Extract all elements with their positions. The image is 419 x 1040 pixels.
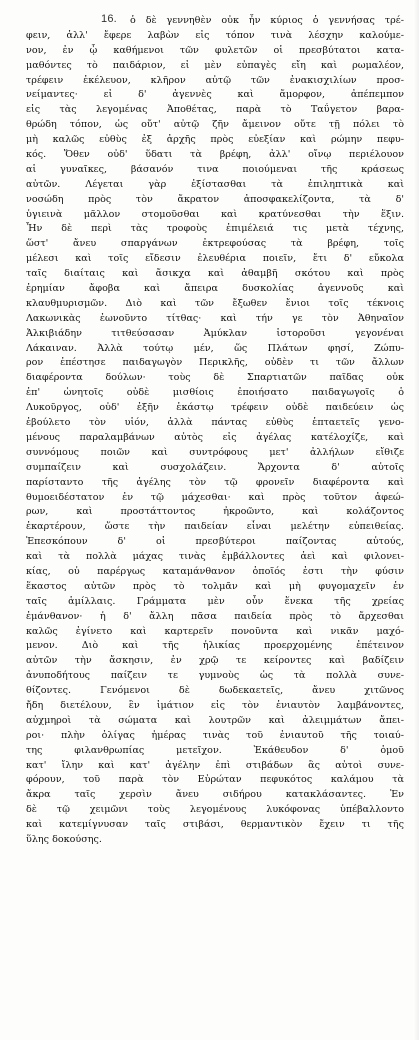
text-line: θυμοειδέστατον ἐν τῷ μάχεσθαι· καὶ πρὸς τοῦτον ἀφεώ- <box>26 491 404 503</box>
text-line: ρων, καὶ προστάττοντος ἠκροῶντο, καὶ κολάζοντος <box>26 506 404 518</box>
text-line: ἐμάνθανον· ἡ δ' ἄλλη πᾶσα παιδεία πρὸς τὸ ἄρχεσθαι <box>26 610 404 622</box>
text-line: ταῖς διαίταις καὶ ἄσικχα καὶ ἀθαμβῆ σκότου καὶ πρὸς <box>26 268 404 280</box>
text-line: συμπαίζειν καὶ συσχολάζειν. Ἄρχοντα δ' αὑτοῖς <box>26 461 404 473</box>
text-line: ρον ἐπέστησε παιδαγωγὸν Περικλῆς, οὐδὲν τι τῶν ἄλλων <box>26 357 404 369</box>
text-line: διαφέροντα δούλων· τοὺς δὲ Σπαρτιατῶν παῖδας οὐκ <box>26 372 404 384</box>
text-line: ἐβούλετο τὸν υἱόν, ἀλλὰ πάντας εὐθὺς ἑπταετεῖς γενο- <box>26 417 404 429</box>
text-line: ἐκαρτέρουν, ὥστε τὴν παιδείαν εἶναι μελέτην εὐπειθείας. <box>26 521 404 533</box>
text-line: μέλεσι καὶ τοῖς εἴδεσιν ἐλευθέρια ποιεῖν, ἔτι δ' εὔκολα <box>26 253 404 265</box>
text-line: Ἐπεσκόπουν δ' οἱ πρεσβύτεροι παίζοντας αὐτούς, <box>26 536 404 548</box>
text-line: ὁ δὲ γεννηθὲν οὐκ ἦν κύριος ὁ γεννήσας τρέ- <box>130 15 404 26</box>
text-line: εἰς τὰς λεγομένας Ἀποθέτας, παρὰ τὸ Ταΰγετον βαρα- <box>26 104 404 116</box>
text-line: ὑγιεινὰ μᾶλλον στομοῦσθαι καὶ κρατύνεσθαι τὴν ἕξιν. <box>26 208 404 220</box>
text-line: νείμαντες· εἰ δ' ἀγεννὲς καὶ ἄμορφον, ἀπέπεμπον <box>26 89 404 101</box>
text-line: κίας, οὐ παρέργως καταμάνθανον ὁποῖός ἐστι τὴν φύσιν <box>26 565 404 577</box>
text-line: καὶ τὰ πολλὰ μάχας τινὰς ἐμβάλλοντες ἀεὶ καὶ φιλονει- <box>26 551 404 563</box>
text-line: καλῶς ἐγίνετο καὶ καρτερεῖν πονοῦντα καὶ νικᾶν μαχό- <box>26 625 404 637</box>
text-line: ἐπ' ὠνητοῖς οὐδὲ μισθίοις ἐποιήσατο παιδαγωγοῖς ὁ <box>26 387 404 399</box>
text-line: κλαυθμυρισμῶν. Διὸ καὶ τῶν ἔξωθεν ἔνιοι τοῖς τέκνοις <box>26 297 404 309</box>
page-number: 16. <box>101 13 117 25</box>
text-line: νοσώδη πρὸς τὸν ἄκρατον ἀποσφακελίζοντα, τὰ δ' <box>26 193 404 205</box>
text-line: αἱ γυναῖκες, βάσανόν τινα ποιούμεναι τῆς κράσεως <box>26 163 404 175</box>
text-line: Λυκοῦργος, οὐδ' ἐξῆν ἑκάστῳ τρέφειν οὐδὲ παιδεύειν ὡς <box>26 402 404 414</box>
text-line: φόρουν, τοῦ παρὰ τὸν Εὐρώταν πεφυκότος καλάμου τὰ <box>26 774 404 786</box>
text-line: μενον. Διὸ καὶ τῆς ἡλικίας προερχομένης ἐπέτεινον <box>26 640 404 652</box>
text-line: Λάκαιναν. Ἀλλὰ τούτῳ μέν, ὥς Πλάτων φησί, Ζώπυ- <box>26 342 404 354</box>
text-line: ἕκαστος αὐτῶν πρὸς τὸ τολμᾶν καὶ μὴ φυγομαχεῖν ἐν <box>26 580 404 592</box>
text-line: ἤδη διετέλουν, ἓν ἱμάτιον εἰς τὸν ἐνιαυτὸν λαμβάνοντες, <box>26 699 404 711</box>
text-line: αὐτῶν τὴν ἄσκησιν, ἐν χρῷ τε κείροντες καὶ βαδίζειν <box>26 655 404 667</box>
text-line: ὥστ' ἄνευ σπαργάνων ἐκτρεφούσας τὰ βρέφη, τοῖς <box>26 238 404 250</box>
text-line: αὐτῶν. Λέγεται γὰρ ἐξίστασθαι τὰ ἐπιληπτικὰ καὶ <box>26 178 404 190</box>
text-line: φειν, ἀλλ' ἔφερε λαβὼν εἰς τόπον τινὰ λέσχην καλούμε- <box>26 29 404 41</box>
text-line: αὐχμηροὶ τὰ σώματα καὶ λουτρῶν καὶ ἀλειμμάτων ἄπει- <box>26 714 404 726</box>
text-line: νον, ἐν ᾧ καθήμενοι τῶν φυλετῶν οἱ πρεσβύτατοι κατα- <box>26 44 404 56</box>
text-line: ὕλης δοκούσης. <box>26 833 102 845</box>
text-line: ροι· πλὴν ὀλίγας ἡμέρας τινὰς τοῦ ἐνιαυτοῦ τῆς τοιαύ- <box>26 729 404 741</box>
text-line: θίζοντες. Γενόμενοι δὲ δωδεκαετεῖς, ἄνευ χιτῶνος <box>26 685 404 697</box>
text-line: κός. Ὅθεν οὐδ' ὕδατι τὰ βρέφη, ἀλλ' οἴνῳ περιέλουον <box>26 149 404 161</box>
text-line: κατ' ἴλην καὶ κατ' ἀγέλην ἐπὶ στιβάδων ἃς αὐτοὶ συνε- <box>26 759 404 771</box>
text-line: συννόμους ποιῶν καὶ συντρόφους μετ' ἀλλήλων εἴθιζε <box>26 446 404 458</box>
text-line: θρώδη τόπον, ὡς οὔτ' αὐτῷ ζῆν ἄμεινον οὔτε τῇ πόλει τὸ <box>26 119 404 131</box>
text-line: καὶ κατεμίγνυσαν ταῖς στιβάσι, θερμαντικὸν ἔχειν τι τῆς <box>26 819 404 831</box>
text-line: ἄκρα ταῖς χερσὶν ἄνευ σιδήρου κατακλάσαντες. Ἐν <box>26 789 404 801</box>
text-line: μένους παραλαμβάνων αὐτὸς εἰς ἀγέλας κατέλοχίζε, καὶ <box>26 431 404 443</box>
text-line: Ἀλκιβιάδην τιτθεύσασαν Ἀμύκλαν ἱστοροῦσι γεγονέναι <box>26 327 404 339</box>
text-line: τρέφειν ἐκέλευον, κλῆρον αὐτῷ τῶν ἐνακισχιλίων προσ- <box>26 74 404 86</box>
text-line: ἐρημίαν ἄφοβα καὶ ἄπειρα δυσκολίας ἀγεννοῦς καὶ <box>26 283 404 295</box>
greek-text-column <box>26 14 404 848</box>
text-line: της φιλανθρωπίας μετεῖχον. Ἐκάθευδον δ' ὁμοῦ <box>26 744 404 756</box>
text-line: Λακωνικὰς ἐωνοῦντο τίτθας· καὶ τήν γε τὸν Ἀθηναῖον <box>26 312 404 324</box>
text-line: Ἦν δὲ περὶ τὰς τροφοὺς ἐπιμέλειά τις μετὰ τέχνης, <box>26 223 404 235</box>
page-edge <box>413 0 419 1040</box>
text-line: ταῖς ἁμίλλαις. Γράμματα μὲν οὖν ἕνεκα τῆς χρείας <box>26 595 404 607</box>
text-line: παρίσταντο τῆς ἀγέλης τὸν τῷ φρονεῖν διαφέροντα καὶ <box>26 476 404 488</box>
text-line: μαθόντες τὸ παιδάριον, εἰ μὲν εὐπαγὲς εἴη καὶ ρωμαλέον, <box>26 59 404 71</box>
text-line: ἀνυποδήτους παίζειν τε γυμνοὺς ὡς τὰ πολλὰ συνε- <box>26 670 404 682</box>
text-line: μὴ καλῶς εὐθὺς ἐξ ἀρχῆς πρὸς εὐεξίαν καὶ ρώμην πεφυ- <box>26 134 404 146</box>
text-line: δὲ τῷ χειμῶνι τοὺς λεγομένους λυκόφονας ὑπέβαλλοντο <box>26 804 404 816</box>
